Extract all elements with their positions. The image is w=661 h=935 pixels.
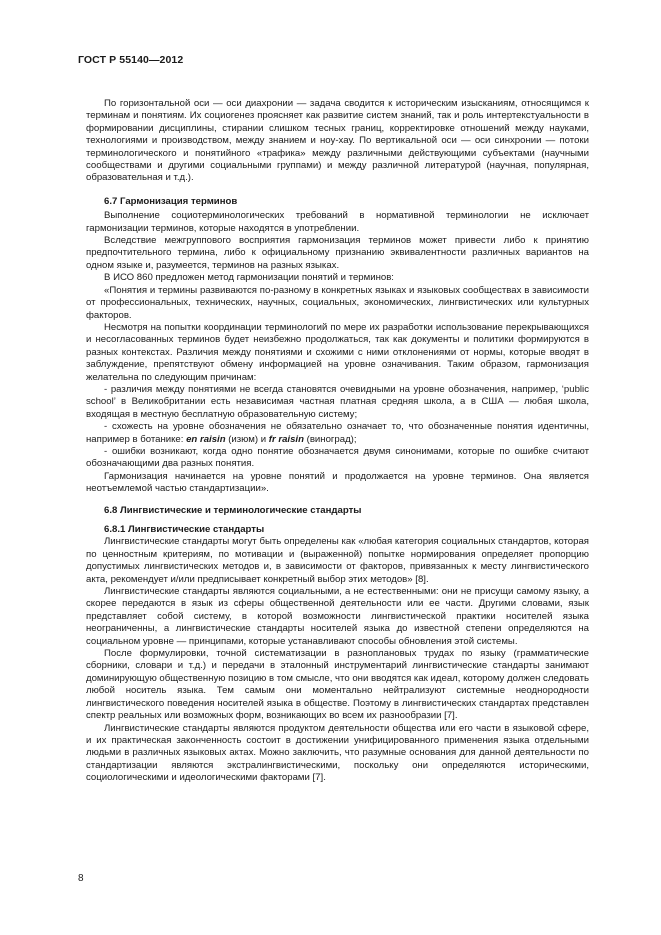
text-fragment: - схожесть на уровне обозначения не обязательно означает то, что обозначенные понятия идентичны, например в ботанике:	[86, 421, 589, 445]
section-heading-6-7: 6.7 Гармонизация терминов	[104, 195, 238, 207]
list-item: - различия между понятиями не всегда становятся очевидными на уровне обозначения, например, ‘public school’ в Великобритании есть независимая частная платная средняя школа, а в США — любая школа, входящая в местную бесплатную образовательную систему;	[86, 383, 589, 420]
paragraph: В ИСО 860 предложен метод гармонизации понятий и терминов:	[104, 272, 394, 284]
paragraph: Несмотря на попытки координации терминологий по мере их разработки использование перекрывающихся и несогласованных терминов будет неизбежно продолжаться, так как документы и политики формируются в разных контекстах. Различия между понятиями и схожими с ними отклонениями от нормы, которые вводят в заблуждение, препятствуют обмену информацией на уровне означивания. Таким образом, гармонизация желательна по следующим причинам:	[86, 321, 589, 383]
list-item: - ошибки возникают, когда одно понятие обозначается двумя синонимами, которые по ошибке считают обозначающими два разных понятия.	[86, 445, 589, 470]
paragraph: Выполнение социотерминологических требований в нормативной терминологии не исключает гармонизации терминов, которые находятся в употреблении.	[86, 210, 589, 234]
paragraph: Гармонизация начинается на уровне понятий и продолжается на уровне терминов. Она является неотъемлемой частью стандартизации».	[86, 470, 589, 495]
subsection-heading-6-8-1: 6.8.1 Лингвистические стандарты	[104, 524, 265, 535]
page-number: 8	[78, 873, 84, 884]
paragraph: Вследствие межгруппового восприятия гармонизация терминов может привести либо к принятию предпочтительного термина, либо к официальному признанию эквивалентности различных вариантов на одном языке и, разумеется, терминов на разных языках.	[86, 235, 589, 271]
document-code-header: ГОСТ Р 55140—2012	[78, 54, 184, 66]
section-heading-6-8: 6.8 Лингвистические и терминологические стандарты	[104, 504, 362, 516]
paragraph: Лингвистические стандарты могут быть определены как «любая категория социальных стандартов, которая по ценностным критериям, по мотивации и (выраженной) попытке нормирования определяет пропорцию допустимых лингвистических методов и, в зависимости от факторов, привязанных к месту лингвистического акта, рекомендует и/или предписывает конкретный выбор этих методов» [8].	[86, 536, 589, 585]
document-body	[86, 98, 589, 785]
term-en-raisin: en raisin	[186, 433, 226, 445]
term-fr-raisin: fr raisin	[268, 433, 304, 445]
paragraph: После формулировки, точной систематизации в разноплановых трудах по языку (грамматические сборники, словари и т.д.) и передачи в эталонный инструментарий лингвистические стандарты занимают доминирующую общественную позицию в том смысле, что они вводятся как идеал, которому должен следовать любой носитель языка. Тем самым они моментально нейтрализуют системные неоднородности лингвистического поведения носителей языка в обществе. Поэтому в лингвистических стандартах представлен спектр реальных или возможных форм, возникающих во всем их разнообразии [7].	[86, 648, 589, 722]
paragraph: Лингвистические стандарты являются социальными, а не естественными: они не присущи самому языку, а скорее передаются в язык из сферы общественной деятельности или ее части. Другими словами, язык представляет собой систему, в которой возможности лингвистической практики носителей языка неограниченны, а лингвистические стандарты носителей языка до известной степени определяются на социальном уровне — принципами, которые устанавливают способы обновления этой системы.	[86, 586, 589, 647]
paragraph: Лингвистические стандарты являются продуктом деятельности общества или его части в языковой сфере, и их практическая законченность состоит в достижении унифицированного применения языка отдельными людьми в различных языковых актах. Можно заключить, что разумные основания для данной деятельности по стандартизации являются экстралингвистическими, поскольку они определяются историческими, социологическими и идеологическими факторами [7].	[86, 722, 589, 784]
text-fragment: (виноград);	[303, 433, 357, 445]
paragraph-quote: «Понятия и термины развиваются по-разному в конкретных языках и языковых сообществах в зависимости от профессиональных, технических, научных, социальных, экономических, лингвистических или культурных факторов.	[86, 284, 589, 321]
list-item	[86, 421, 589, 446]
paragraph-intro: По горизонтальной оси — оси диахронии — задача сводится к историческим изысканиям, относящимся к терминам и понятиям. Их социогенез проясняет как развитие систем знаний, так и роль интертекстуальности в формировании дисциплины, стирании слишком тесных границ, корректировке отношений между науками, технологиями и производством, между знанием и ноу-хау. По вертикальной оси — оси синхронии — потоки терминологического и понятийного «трафика» между различными действующими субъектами (научными сообществами и другими социальными группами) и между различной литературой (научная, популярная, образовательная и т.д.).	[86, 98, 589, 184]
text-fragment: (изюм) и	[225, 433, 269, 445]
